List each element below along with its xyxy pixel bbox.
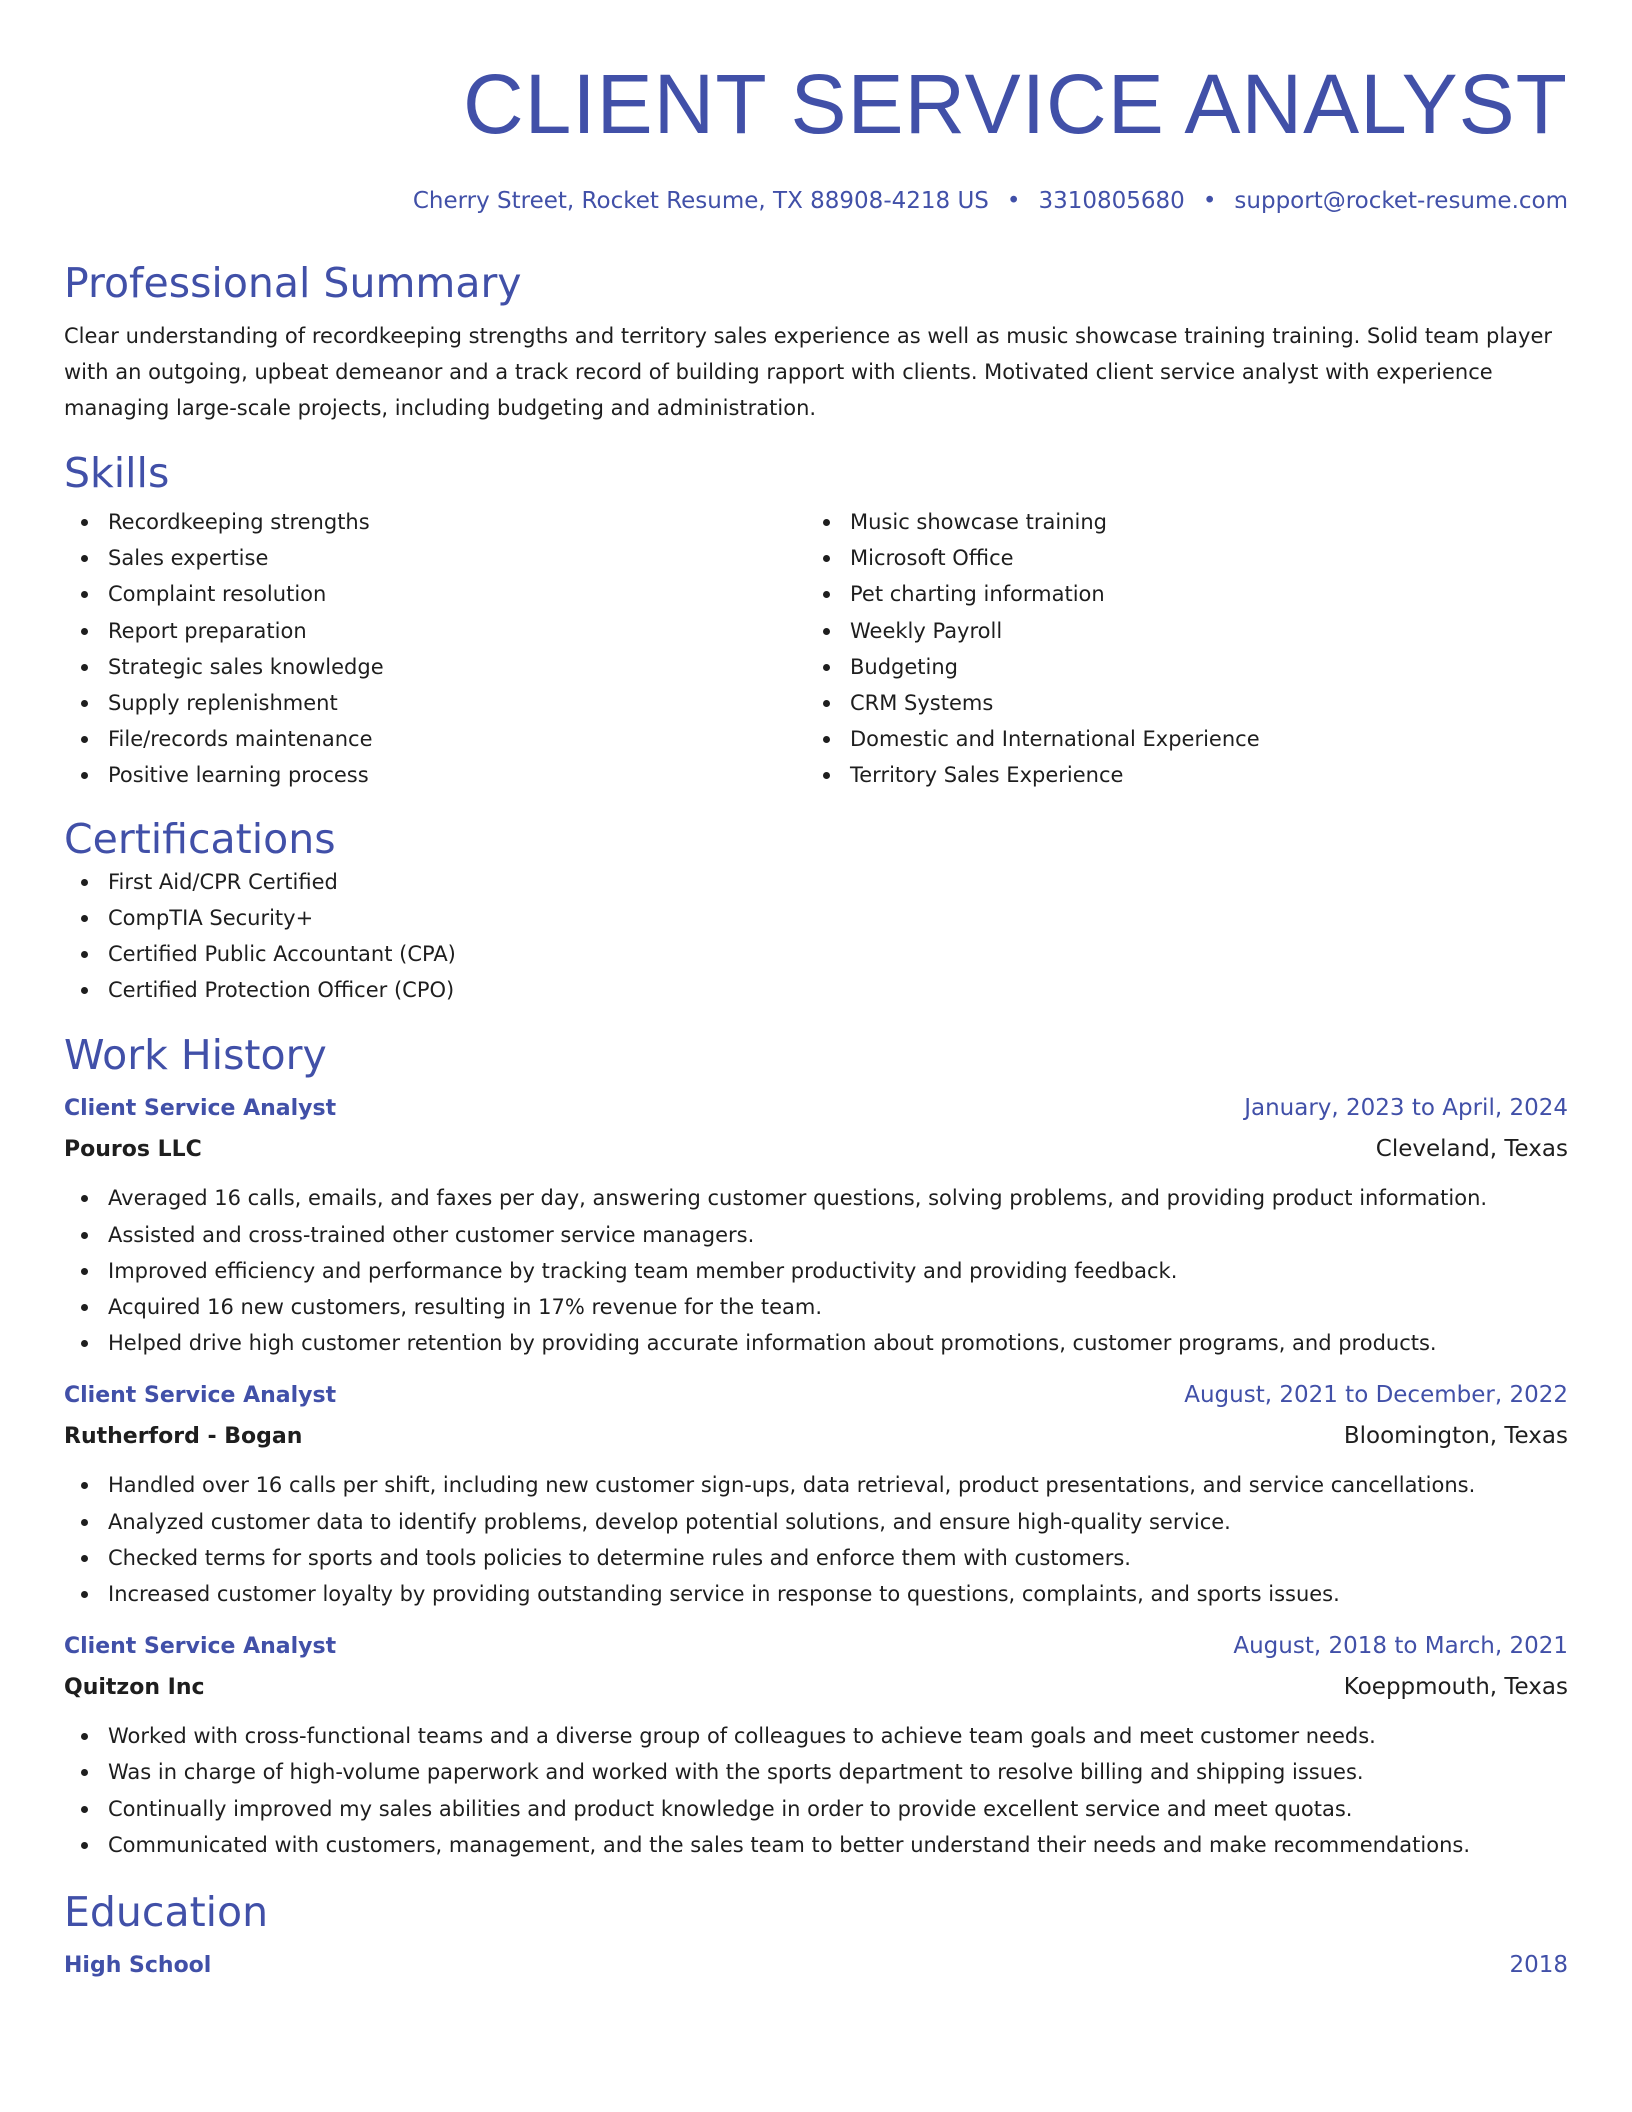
skill-item: Supply replenishment: [64, 685, 806, 721]
skill-item: Complaint resolution: [64, 576, 806, 612]
job-title-row: [64, 1626, 1568, 1667]
skill-item: Territory Sales Experience: [806, 757, 1548, 793]
job-role: Client Service Analyst: [64, 1634, 337, 1660]
contact-separator: •: [1202, 188, 1217, 214]
job-entry: [64, 1626, 1568, 1863]
certification-item: CompTIA Security+: [64, 900, 1568, 936]
job-dates: January, 2023 to April, 2024: [1244, 1095, 1568, 1122]
skill-item: CRM Systems: [806, 685, 1548, 721]
job-duty-item: Analyzed customer data to identify problems, develop potential solutions, and ensure high-quality service.: [64, 1504, 1568, 1540]
skill-item: Music showcase training: [806, 504, 1548, 540]
job-entry: [64, 1375, 1568, 1612]
professional-summary-heading: Professional Summary: [64, 259, 522, 307]
contact-line: [64, 186, 1568, 216]
job-duty-item: Checked terms for sports and tools policies to determine rules and enforce them with customers.: [64, 1540, 1568, 1576]
education-degree: High School: [64, 1953, 212, 1979]
job-duties-list: [64, 1180, 1568, 1361]
skill-item: Recordkeeping strengths: [64, 504, 806, 540]
skill-item: Strategic sales knowledge: [64, 649, 806, 685]
job-duty-item: Was in charge of high-volume paperwork and worked with the sports department to resolve billing and shipping issues.: [64, 1754, 1568, 1790]
job-duties-list: [64, 1718, 1568, 1863]
job-dates: August, 2018 to March, 2021: [1233, 1633, 1568, 1660]
job-duty-item: Continually improved my sales abilities and product knowledge in order to provide excellent service and meet quotas.: [64, 1791, 1568, 1827]
certification-item: Certified Protection Officer (CPO): [64, 972, 1568, 1008]
skill-item: Weekly Payroll: [806, 613, 1548, 649]
contact-separator: •: [1006, 188, 1021, 214]
job-duty-item: Increased customer loyalty by providing outstanding service in response to questions, complaints, and sports issues.: [64, 1576, 1568, 1612]
skill-item: Positive learning process: [64, 757, 806, 793]
job-location: Cleveland, Texas: [1375, 1136, 1568, 1163]
skill-item: Sales expertise: [64, 540, 806, 576]
contact-address: Cherry Street, Rocket Resume, TX 88908-4218 US: [412, 188, 989, 214]
job-company-row: [64, 1667, 1568, 1708]
job-duty-item: Handled over 16 calls per shift, including new customer sign-ups, data retrieval, product presentations, and service cancellations.: [64, 1467, 1568, 1503]
education-year: 2018: [1509, 1952, 1568, 1979]
certifications-list: [64, 864, 1568, 1009]
skill-item: Microsoft Office: [806, 540, 1548, 576]
resume-header: [64, 0, 1568, 216]
skill-item: Pet charting information: [806, 576, 1548, 612]
skills-heading: Skills: [64, 449, 170, 497]
job-role: Client Service Analyst: [64, 1096, 337, 1122]
skills-column-right: [806, 504, 1548, 794]
skill-item: Domestic and International Experience: [806, 721, 1548, 757]
resume-page: [64, 0, 1568, 1986]
job-title-row: [64, 1088, 1568, 1129]
job-entry: [64, 1088, 1568, 1361]
education-entry: [64, 1945, 1568, 1986]
job-company: Quitzon Inc: [64, 1675, 205, 1701]
job-duty-item: Acquired 16 new customers, resulting in 17% revenue for the team.: [64, 1289, 1568, 1325]
job-location: Bloomington, Texas: [1343, 1423, 1568, 1450]
professional-summary-text: Clear understanding of recordkeeping strengths and territory sales experience as well as music showcase training training. Solid team player with an outgoing, upbeat demeanor and a track record of building rapport with clients. Motivated client service analyst with experience managing large-scale projects, including budgeting and administration.: [64, 324, 1553, 420]
job-company-row: [64, 1416, 1568, 1457]
job-company: Pouros LLC: [64, 1137, 202, 1163]
skill-item: Budgeting: [806, 649, 1548, 685]
job-company-row: [64, 1129, 1568, 1170]
job-company: Rutherford - Bogan: [64, 1424, 303, 1450]
education-heading: Education: [64, 1888, 269, 1937]
job-duty-item: Helped drive high customer retention by providing accurate information about promotions, customer programs, and products.: [64, 1325, 1568, 1361]
job-location: Koeppmouth, Texas: [1343, 1674, 1568, 1701]
skills-list: [64, 504, 1568, 794]
work-history-heading: Work History: [64, 1031, 327, 1080]
job-duty-item: Worked with cross-functional teams and a diverse group of colleagues to achieve team goals and meet customer needs.: [64, 1718, 1568, 1754]
job-duty-item: Communicated with customers, management, and the sales team to better understand their needs and make recommendations.: [64, 1827, 1568, 1863]
skill-item: Report preparation: [64, 613, 806, 649]
job-duty-item: Averaged 16 calls, emails, and faxes per day, answering customer questions, solving problems, and providing product information.: [64, 1180, 1568, 1216]
skill-item: File/records maintenance: [64, 721, 806, 757]
certifications-heading: Certifications: [64, 814, 336, 863]
job-dates: August, 2021 to December, 2022: [1184, 1382, 1568, 1409]
certification-item: Certified Public Accountant (CPA): [64, 936, 1568, 972]
contact-phone[interactable]: 3310805680: [1038, 188, 1185, 214]
job-duty-item: Assisted and cross-trained other customer service managers.: [64, 1217, 1568, 1253]
page-title: CLIENT SERVICE ANALYST: [462, 57, 1568, 151]
contact-email[interactable]: support@rocket-resume.com: [1234, 188, 1568, 214]
certification-item: First Aid/CPR Certified: [64, 864, 1568, 900]
skills-column-left: [64, 504, 806, 794]
job-duty-item: Improved efficiency and performance by tracking team member productivity and providing feedback.: [64, 1253, 1568, 1289]
job-title-row: [64, 1375, 1568, 1416]
job-duties-list: [64, 1467, 1568, 1612]
job-role: Client Service Analyst: [64, 1383, 337, 1409]
